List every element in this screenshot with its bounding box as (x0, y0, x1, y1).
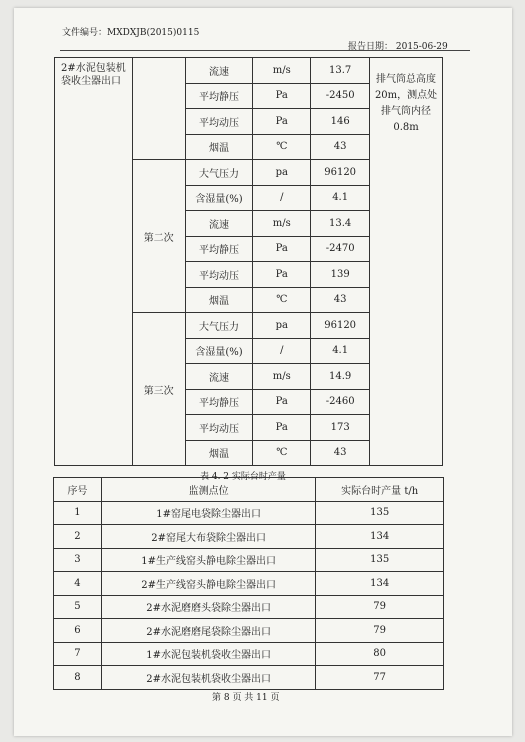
param-cell: 含湿量(%) (185, 338, 253, 364)
param-cell: 平均动压 (185, 415, 253, 441)
table-row (54, 642, 444, 666)
unit-cell: Pa (253, 236, 311, 262)
value-cell: 43 (311, 440, 370, 466)
unit-cell: pa (253, 313, 311, 339)
row-point: 1#生产线窑头静电除尘器出口 (101, 548, 315, 572)
row-point: 2#水泥包装机袋收尘器出口 (101, 666, 315, 690)
unit-cell: / (253, 185, 311, 211)
table-row (54, 619, 444, 643)
value-cell: 43 (311, 134, 370, 160)
row-point: 1#水泥包装机袋收尘器出口 (101, 642, 315, 666)
round-label (132, 58, 185, 160)
row-no: 4 (54, 572, 102, 596)
param-cell: 平均静压 (185, 83, 253, 109)
value-cell: 146 (311, 109, 370, 135)
param-cell: 烟温 (185, 440, 253, 466)
unit-cell: m/s (253, 211, 311, 237)
row-output: 134 (316, 525, 444, 549)
value-cell: 96120 (311, 313, 370, 339)
table-row (54, 501, 444, 525)
table-row (55, 58, 443, 84)
value-cell: 43 (311, 287, 370, 313)
param-cell: 大气压力 (185, 160, 253, 186)
header-divider (60, 50, 470, 51)
param-cell: 平均动压 (185, 109, 253, 135)
param-cell: 流速 (185, 211, 253, 237)
row-output: 79 (316, 619, 444, 643)
row-output: 77 (316, 666, 444, 690)
param-cell: 平均静压 (185, 236, 253, 262)
param-cell: 流速 (185, 364, 253, 390)
unit-cell: m/s (253, 364, 311, 390)
production-table (53, 477, 444, 690)
row-no: 1 (54, 501, 102, 525)
report-date: 报告日期： 2015-06-29 (348, 42, 448, 52)
table-row (54, 666, 444, 690)
value-cell: 14.9 (311, 364, 370, 390)
unit-cell: ℃ (253, 287, 311, 313)
param-cell: 烟温 (185, 287, 253, 313)
header-output: 实际台时产量 t/h (316, 478, 444, 502)
row-no: 2 (54, 525, 102, 549)
param-cell: 平均动压 (185, 262, 253, 288)
row-no: 7 (54, 642, 102, 666)
unit-cell: ℃ (253, 134, 311, 160)
measurement-table (54, 57, 443, 466)
row-point: 1#窑尾电袋除尘器出口 (101, 501, 315, 525)
round-label: 第三次 (132, 313, 185, 466)
param-cell: 平均静压 (185, 389, 253, 415)
value-cell: 4.1 (311, 338, 370, 364)
table-row (54, 525, 444, 549)
row-no: 5 (54, 595, 102, 619)
row-point: 2#生产线窑头静电除尘器出口 (101, 572, 315, 596)
page-number: 第 8 页 共 11 页 (212, 693, 280, 703)
row-output: 135 (316, 501, 444, 525)
row-output: 135 (316, 548, 444, 572)
unit-cell: ℃ (253, 440, 311, 466)
value-cell: 13.7 (311, 58, 370, 84)
row-output: 79 (316, 595, 444, 619)
value-cell: 13.4 (311, 211, 370, 237)
row-point: 2#水泥磨磨尾袋除尘器出口 (101, 619, 315, 643)
param-cell: 烟温 (185, 134, 253, 160)
row-point: 2#窑尾大布袋除尘器出口 (101, 525, 315, 549)
unit-cell: Pa (253, 389, 311, 415)
table-row (54, 595, 444, 619)
row-no: 8 (54, 666, 102, 690)
row-output: 134 (316, 572, 444, 596)
table-caption: 表 4. 2 实际台时产量 (200, 472, 286, 482)
value-cell: -2460 (311, 389, 370, 415)
header-no: 序号 (54, 478, 102, 502)
param-cell: 大气压力 (185, 313, 253, 339)
value-cell: 96120 (311, 160, 370, 186)
row-point: 2#水泥磨磨头袋除尘器出口 (101, 595, 315, 619)
table-row (54, 572, 444, 596)
value-cell: -2450 (311, 83, 370, 109)
unit-cell: Pa (253, 415, 311, 441)
row-output: 80 (316, 642, 444, 666)
param-cell: 含湿量(%) (185, 185, 253, 211)
round-label: 第二次 (132, 160, 185, 313)
source-cell: 2#水泥包装机袋收尘器出口 (55, 58, 133, 466)
value-cell: -2470 (311, 236, 370, 262)
value-cell: 139 (311, 262, 370, 288)
value-cell: 173 (311, 415, 370, 441)
unit-cell: / (253, 338, 311, 364)
unit-cell: Pa (253, 262, 311, 288)
row-no: 3 (54, 548, 102, 572)
row-no: 6 (54, 619, 102, 643)
param-cell: 流速 (185, 58, 253, 84)
unit-cell: m/s (253, 58, 311, 84)
header-point: 监测点位 (101, 478, 315, 502)
value-cell: 4.1 (311, 185, 370, 211)
unit-cell: pa (253, 160, 311, 186)
unit-cell: Pa (253, 83, 311, 109)
file-number: 文件编号：MXDXJB(2015)0115 (62, 28, 200, 38)
unit-cell: Pa (253, 109, 311, 135)
note-cell: 排气筒总高度20m，测点处排气筒内径0.8m (370, 58, 443, 466)
table-row (54, 548, 444, 572)
